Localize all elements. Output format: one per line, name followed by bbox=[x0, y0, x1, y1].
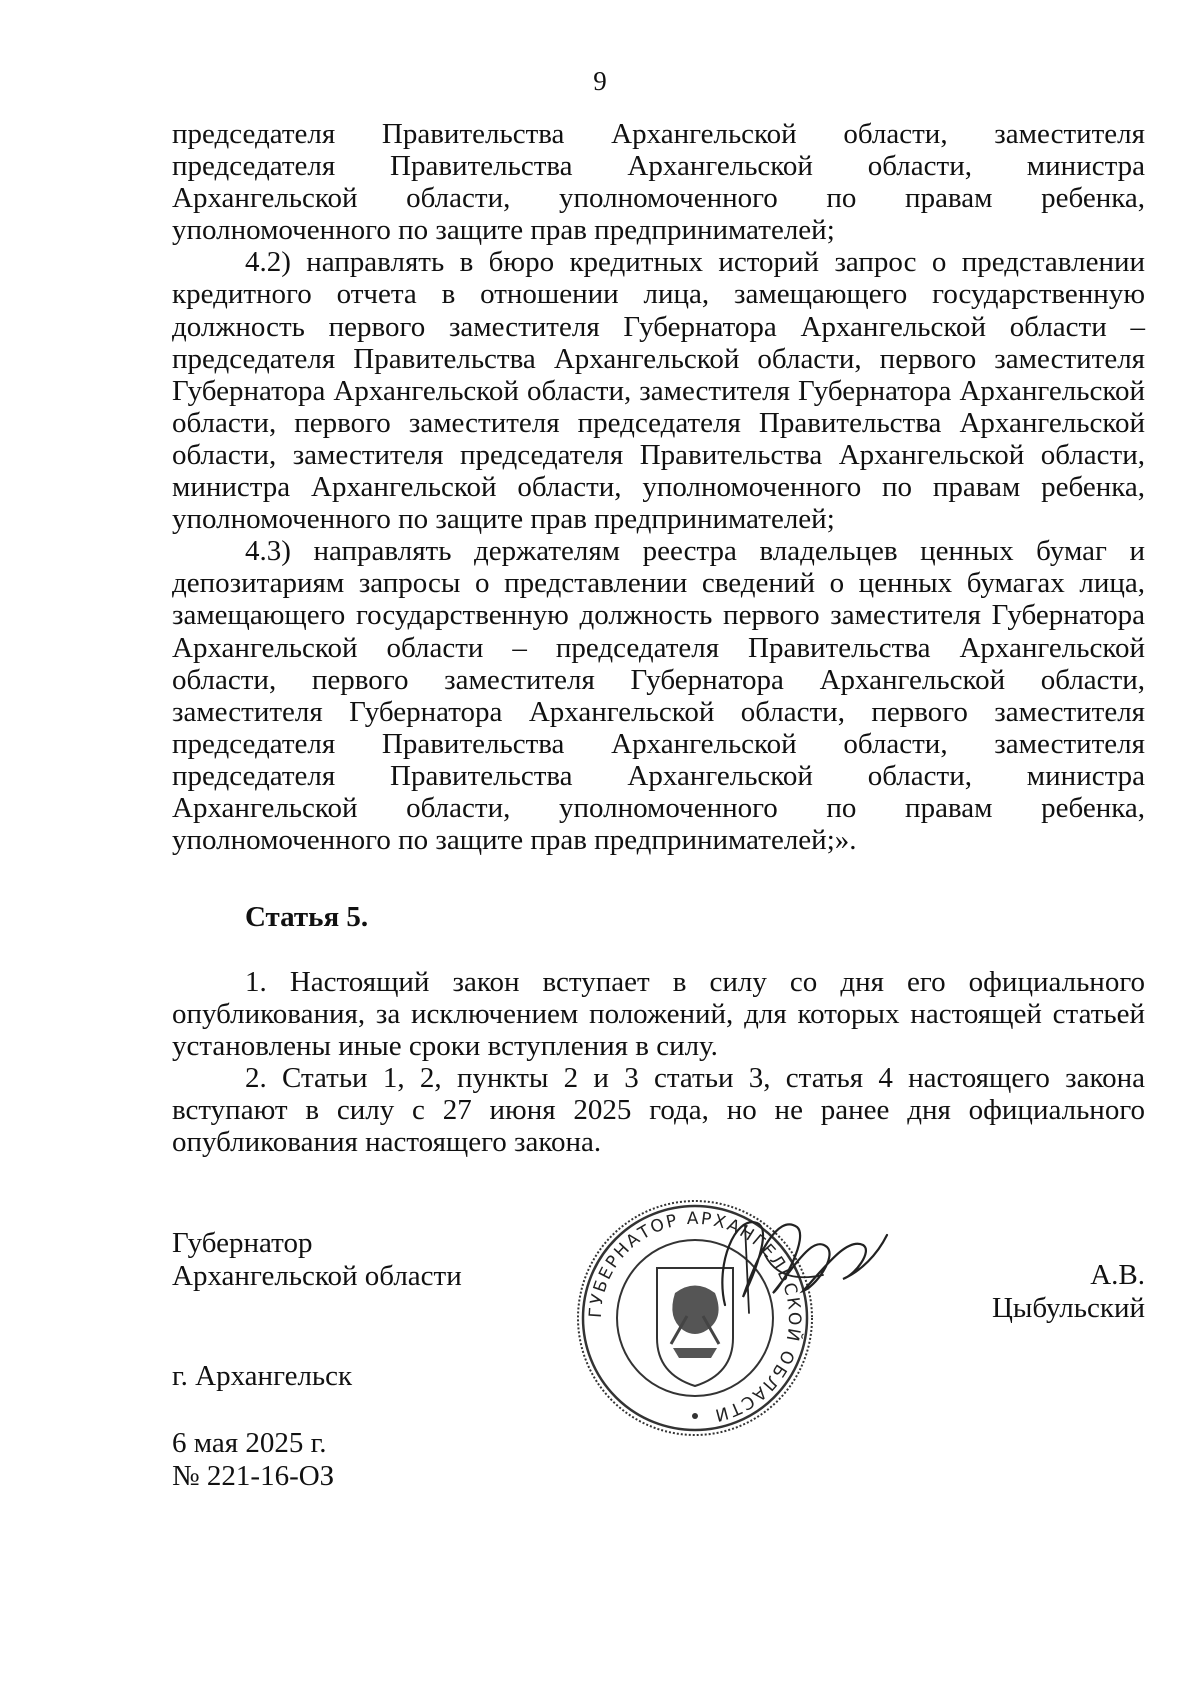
signatory-title-line1: Губернатор bbox=[172, 1227, 313, 1259]
paragraph-continuation: председателя Правительства Архангельской области, заместителя председателя Правительства Архангельской области, министра Архангельской области, уполномоченного по правам ребенка, уполномоченного по защите прав предпринимателей; bbox=[172, 118, 1145, 247]
place: г. Архангельск bbox=[172, 1360, 353, 1392]
law-number: № 221-16-ОЗ bbox=[172, 1459, 335, 1492]
date-block bbox=[172, 1427, 334, 1492]
article-item-2: 2. Статьи 1, 2, пункты 2 и 3 статьи 3, статья 4 настоящего закона вступают в силу с 27 июня 2025 года, но не ранее дня официального опубликования настоящего закона. bbox=[172, 1062, 1145, 1159]
signatory-name: А.В. Цыбульский bbox=[991, 1259, 1145, 1324]
paragraph-4-2: 4.2) направлять в бюро кредитных историй запрос о представлении кредитного отчета в отношении лица, замещающего государственную должность первого заместителя Губернатора Архангельской области – председателя Правительства Архангельской области, первого заместителя Губернатора Архангельской области, заместителя Губернатора Архангельской области, первого заместителя председателя Правительства Архангельской области, заместителя председателя Правительства Архангельской области, министра Архангельской области, уполномоченного по правам ребенка, уполномоченного по защите прав предпринимателей; bbox=[172, 246, 1145, 536]
paragraph-4-3: 4.3) направлять держателям реестра владельцев ценных бумаг и депозитариям запросы о представлении сведений о ценных бумагах лица, замещающего государственную должность первого заместителя Губернатора Архангельской области – председателя Правительства Архангельской области, первого заместителя Губернатора Архангельской области, заместителя Губернатора Архангельской области, первого заместителя председателя Правительства Архангельской области, заместителя председателя Правительства Архангельской области, министра Архангельской области, уполномоченного по правам ребенка, уполномоченного по защите прав предпринимателей;». bbox=[172, 535, 1145, 857]
signatory-title-line2: Архангельской области bbox=[172, 1259, 462, 1292]
article-item-1: 1. Настоящий закон вступает в силу со дня его официального опубликования, за исключением положений, для которых настоящей статьей установлены иные сроки вступления в силу. bbox=[172, 966, 1145, 1063]
svg-text:ГУБЕРНАТОР АРХАНГЕЛЬСКОЙ ОБЛАС: ГУБЕРНАТОР АРХАНГЕЛЬСКОЙ ОБЛАСТИ bbox=[585, 1208, 805, 1426]
body-text bbox=[172, 118, 1145, 856]
page-number: 9 bbox=[593, 66, 607, 96]
signatory-title bbox=[172, 1227, 462, 1292]
handwritten-signature-icon bbox=[705, 1195, 895, 1325]
article-text bbox=[172, 966, 1145, 1159]
article-heading: Статья 5. bbox=[245, 901, 369, 933]
law-date: 6 мая 2025 г. bbox=[172, 1427, 327, 1459]
